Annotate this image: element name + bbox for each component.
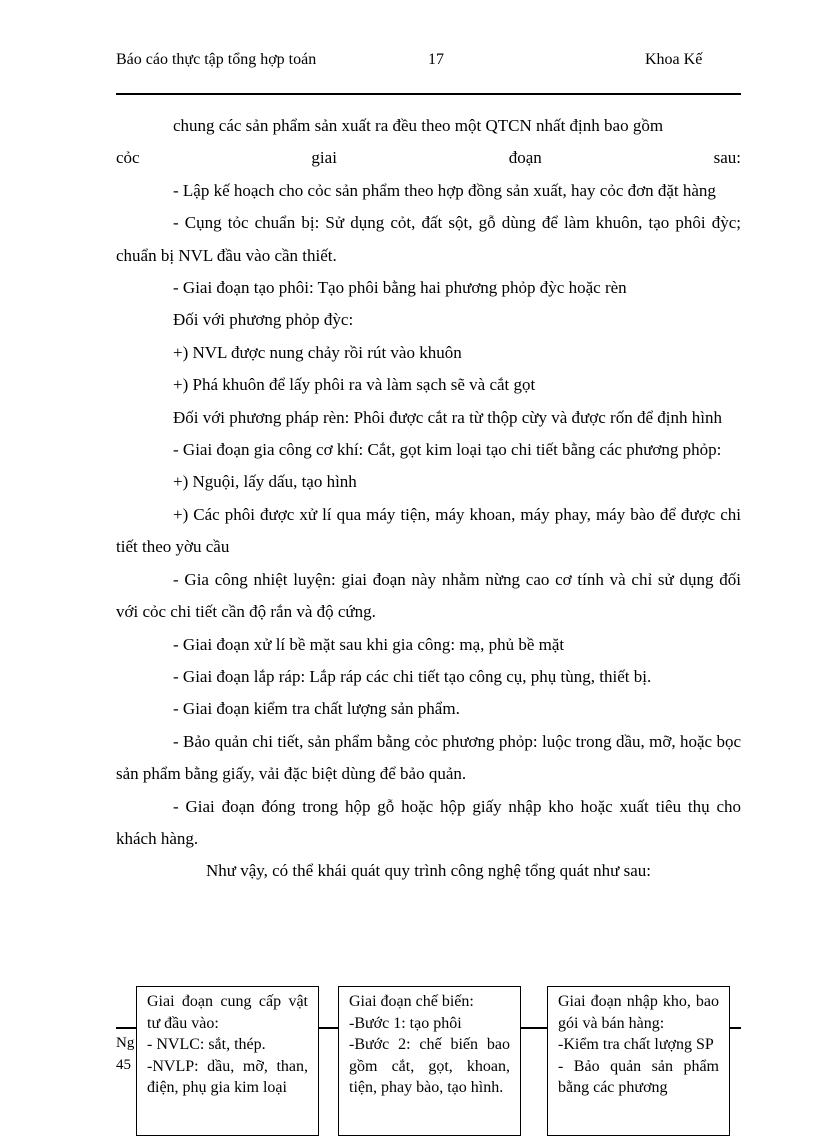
paragraph: - Giai đoạn kiểm tra chất lượng sản phẩm. — [173, 699, 460, 719]
paragraph: +) Nguội, lấy dấu, tạo hình — [173, 472, 357, 492]
document-body — [116, 110, 741, 888]
flow-box-title: Giai đoạn cung cấp vật tư đầu vào: — [147, 993, 308, 1032]
flow-connector — [319, 1027, 338, 1029]
footer-fragment — [116, 1032, 134, 1076]
page-number: 17 — [428, 51, 444, 68]
flow-box-line: -Bước 1: tạo phôi — [349, 1014, 462, 1032]
flow-connector — [116, 1027, 136, 1029]
paragraph: Như vậy, có thể khái quát quy trình công nghệ tổng quát như sau: — [205, 861, 652, 881]
flow-box-line: - NVLC: sắt, thép. — [147, 1036, 266, 1053]
paragraph: - Cụng tỏc chuẩn bị: Sử dụng cỏt, đất sột, gỗ dùng để làm khuôn, tạo phôi đỳc; chuẩn bị NVL đầu vào cần thiết. — [116, 213, 741, 265]
header-divider — [116, 93, 741, 95]
footer-line: Ng — [116, 1035, 135, 1051]
paragraph: Đối với phương phỏp đỳc: — [173, 310, 354, 330]
paragraph: - Giai đoạn đóng trong hộp gỗ hoặc hộp giấy nhập kho hoặc xuất tiêu thụ cho khách hàng. — [116, 796, 741, 848]
flow-box-title: Giai đoạn nhập kho, bao gói và bán hàng: — [558, 993, 719, 1032]
footer-line: 45 — [116, 1057, 131, 1073]
paragraph: cỏc giai đoạn sau: — [116, 148, 741, 168]
flow-box-line: -NVLP: dầu, mỡ, than, điện, phụ gia kim loại — [147, 1057, 308, 1096]
paragraph: +) Phá khuôn để lấy phôi ra và làm sạch sẽ và cắt gọt — [173, 375, 536, 395]
paragraph: - Giai đoạn lắp ráp: Lắp ráp các chi tiết tạo công cụ, phụ tùng, thiết bị. — [173, 666, 652, 686]
flow-box-line: - Bảo quản sản phẩm bằng các phương — [558, 1057, 719, 1096]
header-right-title: Khoa Kế — [645, 51, 703, 68]
paragraph: +) Các phôi được xử lí qua máy tiện, máy khoan, máy phay, máy bào để được chi tiết theo yờu cầu — [116, 504, 741, 557]
paragraph: - Lập kế hoạch cho cỏc sản phẩm theo hợp đồng sản xuất, hay cỏc đơn đặt hàng — [173, 180, 716, 200]
paragraph: - Giai đoạn tạo phôi: Tạo phôi bằng hai phương phỏp đỳc hoặc rèn — [173, 278, 627, 298]
flow-box-input-supply — [136, 986, 319, 1136]
header-left-title: Báo cáo thực tập tổng hợp toán — [116, 51, 317, 68]
flow-connector — [521, 1027, 547, 1029]
paragraph: chung các sản phẩm sản xuất ra đều theo một QTCN nhất định bao gồm — [173, 116, 664, 135]
flow-box-line: -Kiểm tra chất lượng SP — [558, 1036, 714, 1053]
paragraph: Đối với phương pháp rèn: Phôi được cắt ra từ thộp cừy và được rốn để định hình — [173, 407, 722, 427]
paragraph: - Bảo quản chi tiết, sản phẩm bằng cỏc phương phỏp: luộc trong dầu, mỡ, hoặc bọc sản phẩm bằng giấy, vải đặc biệt dùng để bảo quản. — [116, 731, 741, 784]
paragraph: - Giai đoạn gia công cơ khí: Cắt, gọt kim loại tạo chi tiết bằng các phương phỏp: — [173, 440, 722, 460]
flow-box-processing — [338, 986, 521, 1136]
flow-box-title: Giai đoạn chế biến: — [349, 993, 474, 1010]
flow-connector — [730, 1027, 741, 1029]
flow-box-warehouse-sales — [547, 986, 730, 1136]
paragraph: - Gia công nhiệt luyện: giai đoạn này nhằm nừng cao cơ tính và chỉ sử dụng đối với cỏc chi tiết cần độ rắn và độ cứng. — [116, 569, 741, 622]
paragraph: - Giai đoạn xử lí bề mặt sau khi gia công: mạ, phủ bề mặt — [173, 634, 565, 654]
paragraph: +) NVL được nung chảy rồi rút vào khuôn — [173, 342, 462, 362]
flow-box-line: -Bước 2: chế biến bao gồm cắt, gọt, khoan, tiện, phay bào, tạo hình. — [349, 1036, 510, 1096]
